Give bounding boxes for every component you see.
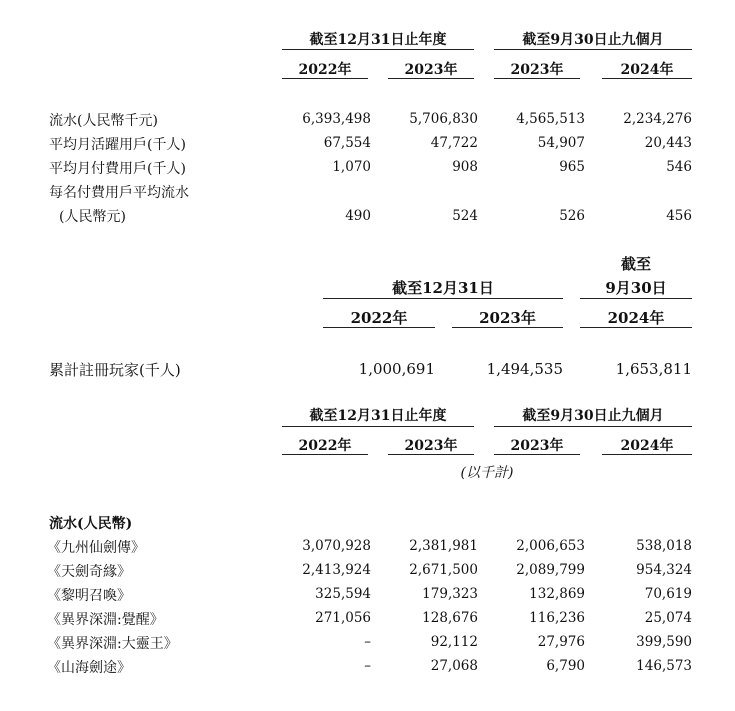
t3-cell: 399,590 <box>636 634 692 650</box>
t3-header-nine-months: 截至9月30日止九個月 <box>522 408 664 424</box>
t1-cell: 67,554 <box>323 135 371 151</box>
t3-cell: 325,594 <box>315 586 371 602</box>
t3-row-label: 《山海劍途》 <box>47 660 131 676</box>
t1-cell: 5,706,830 <box>409 111 478 127</box>
t2-header-as-at-dec: 截至12月31日 <box>392 279 494 297</box>
t3-cell: 2,381,981 <box>409 538 478 554</box>
t1-cell: 908 <box>452 159 478 175</box>
t1-cell: 456 <box>666 208 692 224</box>
t3-cell: 3,070,928 <box>302 538 371 554</box>
t1-cell: 490 <box>345 208 371 224</box>
t1-cell: 526 <box>559 208 585 224</box>
t1-year-col-1: 2022年 <box>298 62 352 78</box>
t3-cell: 538,018 <box>636 538 692 554</box>
t2-header-nine-months-line1: 截至 <box>620 255 651 273</box>
t3-cell: 128,676 <box>422 610 478 626</box>
t1-cell: 20,443 <box>644 135 692 151</box>
t3-cell: 6,790 <box>546 658 585 674</box>
t1-header-nine-months: 截至9月30日止九個月 <box>522 32 664 48</box>
t1-cell: 6,393,498 <box>302 111 371 127</box>
t2-year-col-1: 2022年 <box>350 309 408 327</box>
t1-cell: 54,907 <box>537 135 585 151</box>
t3-cell: 2,006,653 <box>516 538 585 554</box>
t3-cell: – <box>364 658 371 674</box>
t3-cell: 132,869 <box>529 586 585 602</box>
t3-cell: 92,112 <box>430 634 478 650</box>
t1-cell: 4,565,513 <box>516 111 585 127</box>
t2-cell: 1,494,535 <box>486 360 563 378</box>
t3-row-label: 《天劍奇緣》 <box>47 564 131 580</box>
t1-cell: 524 <box>452 208 478 224</box>
t3-unit-note: (以千計) <box>460 465 514 481</box>
t3-cell: 116,236 <box>529 610 585 626</box>
t3-cell: 271,056 <box>315 610 371 626</box>
t1-cell: 2,234,276 <box>623 111 692 127</box>
t1-row-label: 平均月付費用戶(千人) <box>49 161 186 177</box>
t3-cell: 179,323 <box>422 586 478 602</box>
t3-cell: 27,068 <box>430 658 478 674</box>
t3-cell: 2,089,799 <box>516 562 585 578</box>
t1-cell: 965 <box>559 159 585 175</box>
t2-cell: 1,653,811 <box>615 360 692 378</box>
t3-cell: 70,619 <box>644 586 692 602</box>
t3-cell: – <box>364 634 371 650</box>
t1-cell: 1,070 <box>332 159 371 175</box>
t1-row-label: 平均月活躍用戶(千人) <box>49 137 186 153</box>
t2-year-col-2: 2023年 <box>479 309 536 327</box>
t3-year-col-4: 2024年 <box>620 438 674 454</box>
t3-cell: 2,671,500 <box>409 562 478 578</box>
t1-cell: 47,722 <box>430 135 478 151</box>
t3-row-label: 《黎明召喚》 <box>47 588 131 604</box>
t3-year-col-3: 2023年 <box>510 438 564 454</box>
t2-year-col-3: 2024年 <box>607 309 665 327</box>
t1-row-label: 每名付費用戶平均流水 <box>49 185 189 201</box>
t2-header-nine-months-line2: 9月30日 <box>605 279 667 297</box>
t1-year-col-3: 2023年 <box>510 62 564 78</box>
t3-cell: 2,413,924 <box>302 562 371 578</box>
t3-year-col-1: 2022年 <box>298 438 352 454</box>
t3-row-label: 《異界深淵:覺醒》 <box>47 612 164 628</box>
t3-cell: 25,074 <box>644 610 692 626</box>
t1-cell: 546 <box>666 159 692 175</box>
t1-header-year-ended: 截至12月31日止年度 <box>309 32 447 48</box>
t3-row-label: 《九州仙劍傳》 <box>47 540 145 556</box>
t3-cell: 27,976 <box>537 634 585 650</box>
t2-row-label: 累計註冊玩家(千人) <box>49 361 181 379</box>
t3-year-col-2: 2023年 <box>404 438 458 454</box>
t2-cell: 1,000,691 <box>358 360 435 378</box>
t3-cell: 954,324 <box>636 562 692 578</box>
t3-header-year-ended: 截至12月31日止年度 <box>309 408 447 424</box>
t1-year-col-2: 2023年 <box>404 62 458 78</box>
t3-cell: 146,573 <box>636 658 692 674</box>
t3-row-label: 《異界深淵:大靈王》 <box>47 636 178 652</box>
t1-row-label: (人民幣元) <box>59 209 126 225</box>
t1-row-label: 流水(人民幣千元) <box>49 113 158 129</box>
t1-year-col-4: 2024年 <box>620 62 674 78</box>
t3-section-heading: 流水(人民幣) <box>49 516 133 532</box>
